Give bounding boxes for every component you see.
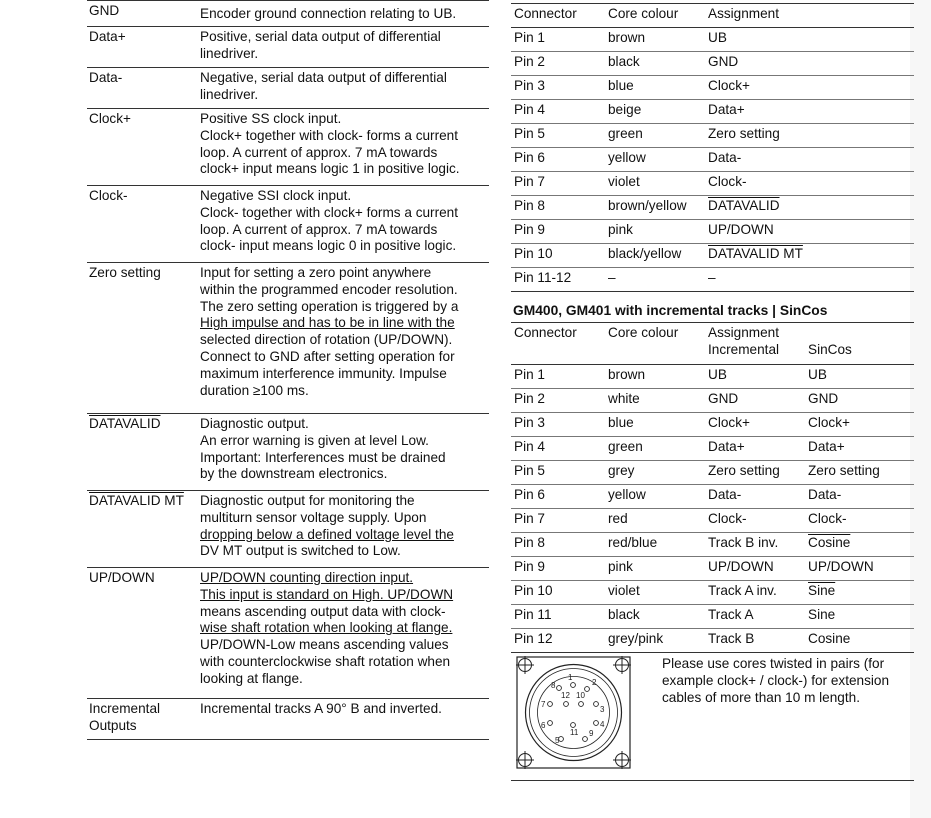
signal-row-up-down bbox=[87, 568, 489, 699]
table-row: Pin 4 beige Data+ bbox=[511, 100, 914, 124]
header-sincos: SinCos bbox=[805, 323, 914, 365]
table-row: Pin 8 brown/yellow DATAVALID bbox=[511, 196, 914, 220]
connector-pinout-diagram-icon bbox=[511, 651, 636, 774]
pin-number: 6 bbox=[541, 721, 546, 730]
header-connector: Connector bbox=[511, 4, 605, 28]
table-row: Pin 1 brown UB UB bbox=[511, 365, 914, 389]
signal-name: DATAVALID bbox=[89, 416, 161, 431]
signal-desc: Encoder ground connection relating to UB. bbox=[200, 6, 457, 21]
pin-number: 11 bbox=[570, 728, 579, 737]
incremental-sincos-table bbox=[511, 322, 914, 653]
table-header-row bbox=[511, 4, 914, 28]
signal-name: Clock- bbox=[89, 188, 128, 203]
header-assignment: Assignment bbox=[705, 4, 914, 28]
signal-name: GND bbox=[89, 3, 120, 18]
header-core-colour: Core colour bbox=[605, 4, 705, 28]
pin-number: 10 bbox=[576, 691, 585, 700]
signal-desc: Negative SSI clock input. Clock- together with clock+ forms a current loop. A current of approx. 7 mA towards clock- input means logic 0 in positive logic. bbox=[200, 188, 458, 254]
table-row: Pin 4 green Data+ Data+ bbox=[511, 437, 914, 461]
table-row: Pin 10 violet Track A inv. Sine bbox=[511, 581, 914, 605]
table-row: Pin 8 red/blue Track B inv. Cosine bbox=[511, 533, 914, 557]
table-row: Pin 2 white GND GND bbox=[511, 389, 914, 413]
signal-row-clock-plus bbox=[87, 109, 489, 186]
pin-number: 4 bbox=[600, 720, 605, 729]
table-row: Pin 3 blue Clock+ bbox=[511, 76, 914, 100]
table-row: Pin 11 black Track A Sine bbox=[511, 605, 914, 629]
table-row: Pin 1 brown UB bbox=[511, 28, 914, 52]
signal-desc: Input for setting a zero point anywhere within the programmed encoder resolution. The zero setting operation is triggered by a High impulse and has to be in line with the selected direction of rotation (UP/DOWN). Connect to GND after setting operation for maximum interference immunity. Impulse duration ≥100 ms. bbox=[200, 265, 459, 398]
signal-desc: Diagnostic output for monitoring the multiturn sensor voltage supply. Upon dropping below a defined voltage level the DV MT output is switched to Low. bbox=[200, 493, 454, 559]
header-core-colour: Core colour bbox=[605, 323, 705, 365]
pin-number: 3 bbox=[600, 705, 605, 714]
table-header-row bbox=[511, 323, 914, 365]
signal-row-incremental-outputs bbox=[87, 699, 489, 740]
signal-name: Data+ bbox=[89, 29, 126, 44]
signal-row-clock-minus bbox=[87, 186, 489, 263]
table-row: Pin 6 yellow Data- bbox=[511, 148, 914, 172]
signal-desc: Diagnostic output. An error warning is given at level Low. Important: Interferences must be drained by the downstream electronics. bbox=[200, 416, 446, 482]
header-assignment: Assignment Incremental bbox=[705, 323, 805, 365]
pin-number: 12 bbox=[561, 691, 570, 700]
table-row: Pin 7 violet Clock- bbox=[511, 172, 914, 196]
table-row: Pin 9 pink UP/DOWN UP/DOWN bbox=[511, 557, 914, 581]
signal-description-table bbox=[87, 0, 489, 740]
pin-number: 2 bbox=[592, 678, 597, 687]
signal-name: Data- bbox=[89, 70, 123, 85]
table-row: Pin 10 black/yellow DATAVALID MT bbox=[511, 244, 914, 268]
table-row: Pin 6 yellow Data- Data- bbox=[511, 485, 914, 509]
pin-number: 1 bbox=[568, 673, 573, 682]
table-row: Pin 3 blue Clock+ Clock+ bbox=[511, 413, 914, 437]
extension-cable-note: Please use cores twisted in pairs (for example clock+ / clock-) for extension cables of more than 10 m length. bbox=[662, 656, 890, 705]
table-row: Pin 5 grey Zero setting Zero setting bbox=[511, 461, 914, 485]
signal-desc: Negative, serial data output of differential linedriver. bbox=[200, 70, 447, 102]
table-row: Pin 11-12 – – bbox=[511, 268, 914, 292]
signal-row-data-minus bbox=[87, 68, 489, 109]
pin-number: 9 bbox=[589, 729, 594, 738]
signal-name: Incremental Outputs bbox=[89, 701, 161, 733]
signal-row-gnd bbox=[87, 0, 489, 27]
signal-row-datavalid bbox=[87, 414, 489, 491]
signal-row-datavalid-mt bbox=[87, 491, 489, 568]
signal-name: Zero setting bbox=[89, 265, 161, 280]
signal-desc: Incremental tracks A 90° B and inverted. bbox=[200, 701, 442, 716]
signal-name: UP/DOWN bbox=[89, 570, 155, 585]
incremental-table-title: GM400, GM401 with incremental tracks | SinCos bbox=[513, 303, 828, 318]
table-row: Pin 2 black GND bbox=[511, 52, 914, 76]
pin-assignment-table bbox=[511, 3, 914, 292]
pin-number: 8 bbox=[551, 681, 556, 690]
table-row: Pin 9 pink UP/DOWN bbox=[511, 220, 914, 244]
signal-desc: Positive, serial data output of differential linedriver. bbox=[200, 29, 441, 61]
signal-name: DATAVALID MT bbox=[89, 493, 184, 508]
divider bbox=[511, 780, 914, 781]
signal-row-data-plus bbox=[87, 27, 489, 68]
table-row: Pin 12 grey/pink Track B Cosine bbox=[511, 629, 914, 653]
signal-row-zero-setting bbox=[87, 263, 489, 414]
header-connector: Connector bbox=[511, 323, 605, 365]
signal-name: Clock+ bbox=[89, 111, 131, 126]
signal-desc: Positive SS clock input. Clock+ together with clock- forms a current loop. A current of approx. 7 mA towards clock+ input means logic 1 in positive logic. bbox=[200, 111, 460, 177]
pin-number: 5 bbox=[555, 736, 560, 745]
table-row: Pin 5 green Zero setting bbox=[511, 124, 914, 148]
signal-desc: UP/DOWN counting direction input. This input is standard on High. UP/DOWN means ascending output data with clock- wise shaft rotation when looking at flange. UP/DOWN-Low means ascending values with counterclockwise shaft rotation when looking at flange. bbox=[200, 570, 454, 686]
table-row: Pin 7 red Clock- Clock- bbox=[511, 509, 914, 533]
pin-number: 7 bbox=[541, 700, 546, 709]
